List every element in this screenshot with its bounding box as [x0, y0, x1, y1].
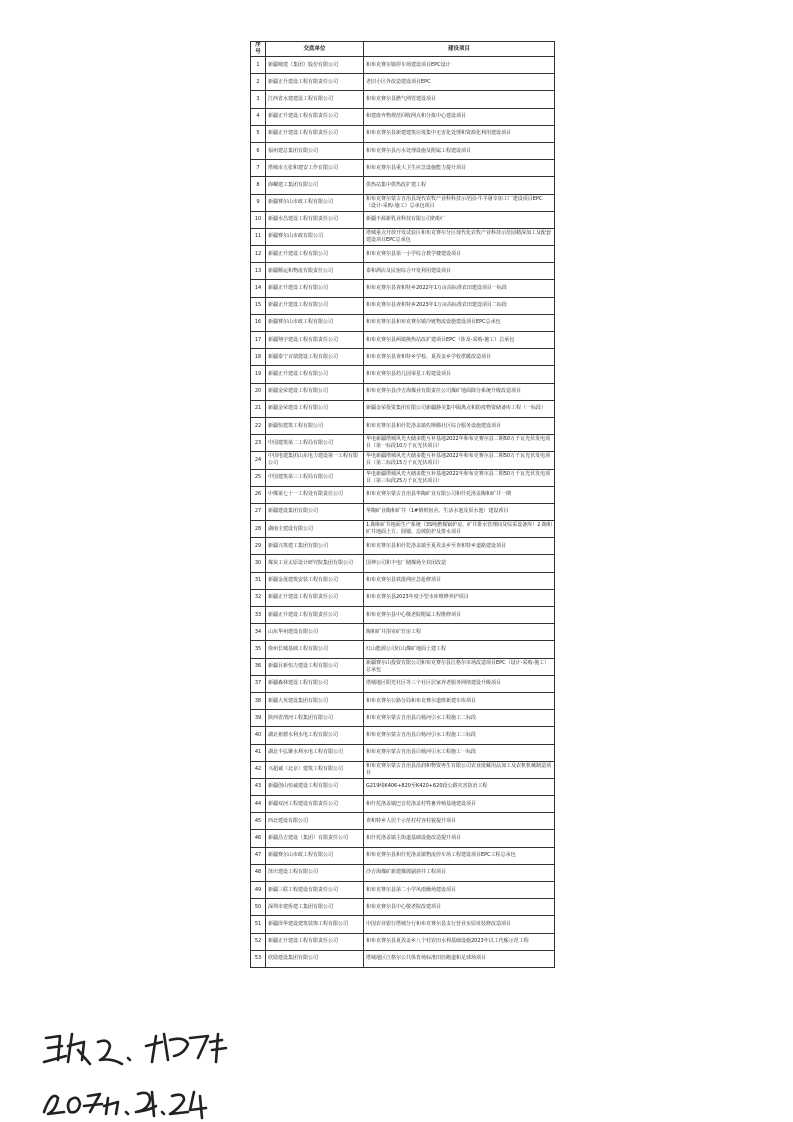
header-unit: 交底单位 — [266, 42, 364, 57]
row-project: 泰和酒店及民宿综合开发利用建设项目 — [364, 263, 555, 280]
row-project: G219线K406+820至K420+620段公路灾害防治工程 — [364, 778, 555, 795]
row-number: 29 — [251, 538, 266, 555]
table-row — [251, 383, 555, 400]
row-unit: 新疆泰宁百瑞建设工程有限公司 — [266, 349, 364, 366]
table-row — [251, 246, 555, 263]
table-row — [251, 142, 555, 159]
row-project: 和建废弃物规范回收网点和分拣中心建设项目 — [364, 108, 555, 125]
table-row — [251, 91, 555, 108]
table-row — [251, 882, 555, 899]
row-project: 华陶矿业陶和矿井（1#倒班宿舍、生活水池及原水池）建设项目 — [364, 503, 555, 520]
row-project: 和布克赛尔蒙古自治县沿润和物资再生有限公司农业废藏用品加工及农机机械制造项目 — [364, 761, 555, 778]
row-unit: 新疆正升建设工程有限责任公司 — [266, 607, 364, 624]
row-number: 18 — [251, 349, 266, 366]
row-project: 中国农业银行塔城分行和布克赛尔县支行营业室原址装修改造项目 — [364, 916, 555, 933]
row-project: 陶和矿井浴室矿灯房工程 — [364, 624, 555, 641]
table-row — [251, 813, 555, 830]
table-row — [251, 744, 555, 761]
table-header-row — [251, 42, 555, 57]
row-project: 和布克赛尔县中心敬老院改建项目 — [364, 899, 555, 916]
row-project: 和布克赛尔县沙吉海煤业有限责任公司煤矿地面降分系统升级改造项目 — [364, 383, 555, 400]
table-row — [251, 108, 555, 125]
row-project: 和布克赛尔县查和特乡2022年1万亩高标准农田建设项目一标段 — [364, 280, 555, 297]
row-project: 和布克赛尔蒙古自治县现代农牧产业科科技示范园-牛羊屠宰加工厂建设项目EPC（设计-采购-施工）总承包项目 — [364, 194, 555, 211]
table-row — [251, 778, 555, 795]
row-number: 15 — [251, 297, 266, 314]
row-number: 3 — [251, 91, 266, 108]
table-row — [251, 521, 555, 538]
table-row — [251, 503, 555, 520]
table-row — [251, 435, 555, 452]
row-project: 和布克赛尔公路分局和布克赛尔道班新建车库项目 — [364, 692, 555, 709]
table-row — [251, 366, 555, 383]
row-number: 31 — [251, 572, 266, 589]
row-unit: 新疆翔宇建设工程有限责任公司 — [266, 332, 364, 349]
row-unit: 湖北祖德水利水电工程有限公司 — [266, 727, 364, 744]
row-unit: 新疆正升建设工程有限责任公司 — [266, 108, 364, 125]
row-number: 46 — [251, 830, 266, 847]
row-number: 7 — [251, 160, 266, 177]
row-unit: 新疆赛尔山市政工程有限公司 — [266, 314, 364, 331]
row-project: 沙吉海煤矿新建煤坡副斜井工程项目 — [364, 864, 555, 881]
row-number: 24 — [251, 452, 266, 469]
row-project: 和布克赛尔县幼儿园零星工程建设项目 — [364, 366, 555, 383]
row-number: 32 — [251, 589, 266, 606]
table-row — [251, 486, 555, 503]
table-row — [251, 727, 555, 744]
row-project: 和布克赛尔县和什托洛盖镇物流停车场工程建设项目EPC工程总承包 — [364, 847, 555, 864]
row-number: 50 — [251, 899, 266, 916]
row-number: 13 — [251, 263, 266, 280]
row-number: 34 — [251, 624, 266, 641]
row-unit: 西北建设有限公司 — [266, 813, 364, 830]
row-number: 37 — [251, 675, 266, 692]
row-project: 红山能源公司红山煤矿地面土建工程 — [364, 641, 555, 658]
row-number: 17 — [251, 332, 266, 349]
row-project: 和布克赛尔县第一小学综合教学楼建设项目 — [364, 246, 555, 263]
row-number: 44 — [251, 796, 266, 813]
row-number: 6 — [251, 142, 266, 159]
row-unit: 新疆恒建筑工程有限公司 — [266, 417, 364, 434]
table-row — [251, 916, 555, 933]
row-number: 43 — [251, 778, 266, 795]
table-row — [251, 624, 555, 641]
row-project: 1.陶和矿井地面生产系统（3S吨燃煤锅炉房、矿井排水管理间及综采设备库）2.陶和矿井地面土方、圆墙、边坡防护及排水项目 — [364, 521, 555, 538]
row-number: 9 — [251, 194, 266, 211]
table-row — [251, 538, 555, 555]
row-number: 39 — [251, 710, 266, 727]
row-unit: 中国电建集团山东电力建设第一工程有限公司 — [266, 452, 364, 469]
table-row — [251, 589, 555, 606]
table-row — [251, 194, 555, 211]
row-project: 和布克赛尔县查和特乡2023年1万亩高标准农田建设项目二标段 — [364, 297, 555, 314]
row-number: 25 — [251, 469, 266, 486]
table-row — [251, 263, 555, 280]
row-number: 53 — [251, 950, 266, 967]
row-project: 和布克赛尔县两镇换热站改扩建项目EPC（涉及-采购-施工）总承包 — [364, 332, 555, 349]
row-number: 35 — [251, 641, 266, 658]
row-project: 新疆丰源新乳业科技有限公司奶粉厂 — [364, 211, 555, 228]
row-unit: 湖北丰弘聚水利水电工程有限公司 — [266, 744, 364, 761]
row-unit: 泽庆建设工程有限公司 — [266, 864, 364, 881]
row-unit: 深圳市建侨建工集团有限公司 — [266, 899, 364, 916]
table-row — [251, 228, 555, 245]
row-number: 30 — [251, 555, 266, 572]
row-project: 华电新疆塔城风光火储多能互补基地2022年和布克赛尔县二期50万千瓦光伏发电项目（第二标段15万千瓦光伏项目） — [364, 452, 555, 469]
row-project: 和布克赛尔县2023年度小型水库维修养护项目 — [364, 589, 555, 606]
header-project: 建设项目 — [364, 42, 555, 57]
header-no: 序号 — [251, 42, 266, 57]
table-row — [251, 796, 555, 813]
row-project: 和布克赛尔县和布克赛尔镇冷链物流设施建设项目EPC总承包 — [364, 314, 555, 331]
row-project: 和布克赛尔县重大卫生应急设施能力提升项目 — [364, 160, 555, 177]
row-unit: 新疆建设集团有限公司 — [266, 503, 364, 520]
table-row — [251, 400, 555, 417]
table-row — [251, 297, 555, 314]
row-number: 26 — [251, 486, 266, 503]
row-project: 和布克赛尔县和什托洛盖镇佐斯腾社区综合服务设施建设项目 — [364, 417, 555, 434]
row-project: 新疆金荣投资集团有限公司新疆静美集中隔离点和防疫物资储备库工程（一标段） — [364, 400, 555, 417]
row-project: 塔城地区江格尔公共体育场标准田径跑道和足球场项目 — [364, 950, 555, 967]
table-row — [251, 864, 555, 881]
row-project: 塔城重点开放开发试验区和布克赛尔分区现代化农牧产业科技示范园精深加工及配套建设项目EPC总承包 — [364, 228, 555, 245]
row-number: 5 — [251, 125, 266, 142]
project-table — [250, 41, 555, 968]
row-number: 40 — [251, 727, 266, 744]
row-project: 供热站集中供热改扩建工程 — [364, 177, 555, 194]
row-number: 28 — [251, 521, 266, 538]
row-unit: 山东华州建设有限公司 — [266, 624, 364, 641]
row-project: 查和特乡人居个示范村村容村貌提升项目 — [364, 813, 555, 830]
row-number: 2 — [251, 74, 266, 91]
row-project: 和布克赛尔蒙古自治县白杨河引水工程施工二标段 — [364, 710, 555, 727]
row-unit: 徐州长城基础工程有限公司 — [266, 641, 364, 658]
row-unit: 塔城市五张和建安工作有限公司 — [266, 160, 364, 177]
row-unit: 湖南圭建设有限公司 — [266, 521, 364, 538]
row-unit: 新疆顺运和物流有限责任公司 — [266, 263, 364, 280]
row-number: 4 — [251, 108, 266, 125]
row-unit: 新疆正升建设工程有限责任公司 — [266, 74, 364, 91]
table-row — [251, 314, 555, 331]
row-unit: 新疆三联工程建设有限责任公司 — [266, 882, 364, 899]
row-unit: 新疆城建（集团）股份有限公司 — [266, 57, 364, 74]
table-row — [251, 761, 555, 778]
table-row — [251, 933, 555, 950]
row-project: 和布克赛尔县和什托洛盖镇至夏孜盖乡至查和特乡道路建设项目 — [364, 538, 555, 555]
row-unit: 新疆双河工程建设有限责任公司 — [266, 796, 364, 813]
row-unit: 新疆正升建设工程有限公司 — [266, 297, 364, 314]
row-unit: 新疆赛尔山市政有限公司 — [266, 228, 364, 245]
row-number: 12 — [251, 246, 266, 263]
row-number: 16 — [251, 314, 266, 331]
row-unit: 煤炭工业太原设计研究院集团有限公司 — [266, 555, 364, 572]
row-number: 19 — [251, 366, 266, 383]
row-number: 1 — [251, 57, 266, 74]
row-unit: 中国建筑第三工程局有限公司 — [266, 469, 364, 486]
row-number: 52 — [251, 933, 266, 950]
row-unit: 新疆泽华建设建筑装饰工程有限公司 — [266, 916, 364, 933]
row-project: 新疆赛尔山投资有限公司和布克赛尔县江格尔市场改造项目EPC（设计-采购-施工）总承包 — [364, 658, 555, 675]
table-row — [251, 899, 555, 916]
row-number: 38 — [251, 692, 266, 709]
row-unit: 中煤第七十一工程处有限责任公司 — [266, 486, 364, 503]
row-number: 45 — [251, 813, 266, 830]
row-unit: 新疆正升建设工程有限公司 — [266, 246, 364, 263]
table-row — [251, 332, 555, 349]
row-unit: 新疆兴筑建工集团有限公司 — [266, 538, 364, 555]
row-project: 和布克赛尔县第二小学风雨操场建设项目 — [364, 882, 555, 899]
table-row — [251, 177, 555, 194]
row-unit: 新疆金荣建设工程有限公司 — [266, 383, 364, 400]
row-project: 和布克赛尔县夏孜盖乡八个村农田水利基础设施2023年以工代赈示范工程 — [364, 933, 555, 950]
table-row — [251, 280, 555, 297]
row-project: 和什托洛盖镇巴音托洛盖村牲畜养殖基地建设项目 — [364, 796, 555, 813]
table-row — [251, 469, 555, 486]
table-row — [251, 125, 555, 142]
table-row — [251, 74, 555, 91]
table-row — [251, 607, 555, 624]
row-project: 华电新疆塔城风光火储多能互补基地2022年和布克赛尔县二期50万千瓦光伏发电项目（第三标段25万千瓦光伏项目） — [364, 469, 555, 486]
row-number: 51 — [251, 916, 266, 933]
row-number: 8 — [251, 177, 266, 194]
table-row — [251, 160, 555, 177]
row-project: 和布克赛尔蒙古自治县白杨河引水工程施工三标段 — [364, 727, 555, 744]
row-project: 和布克赛尔县查和特乡学校、夏孜盖乡学校供暖改造项目 — [364, 349, 555, 366]
row-number: 42 — [251, 761, 266, 778]
table-row — [251, 211, 555, 228]
table-row — [251, 847, 555, 864]
table-row — [251, 57, 555, 74]
row-project: 和布克赛尔蒙古自治县华陶矿业有限公司和什托洛盖陶和矿井一期 — [364, 486, 555, 503]
row-project: 和什托洛盖镇主街道基础设施改造提升项目 — [364, 830, 555, 847]
row-project: 和布克赛尔蒙古自治县白杨河引水工程施工一标段 — [364, 744, 555, 761]
row-unit: 新疆昌吉建设（集团）有限责任公司 — [266, 830, 364, 847]
row-unit: 新疆正升建设工程有限公司 — [266, 366, 364, 383]
row-project: 国神公司和丰电厂储煤场全封闭改造 — [364, 555, 555, 572]
row-unit: 新疆正升建设工程有限责任公司 — [266, 933, 364, 950]
row-number: 48 — [251, 864, 266, 881]
row-number: 23 — [251, 435, 266, 452]
row-unit: 江西省水建建设工程有限公司 — [266, 91, 364, 108]
row-unit: 欣励建设集团有限公司 — [266, 950, 364, 967]
row-unit: 新疆金晟建筑安装工程有限公司 — [266, 572, 364, 589]
row-number: 10 — [251, 211, 266, 228]
row-unit: 中国建筑第二工程局有限公司 — [266, 435, 364, 452]
table-row — [251, 417, 555, 434]
row-unit: 新疆赛尔山市政工程有限公司 — [266, 847, 364, 864]
handwritten-signature — [38, 1020, 248, 1120]
row-project: 和布克赛尔县燃气网管建设项目 — [364, 91, 555, 108]
row-number: 47 — [251, 847, 266, 864]
row-unit: 新疆正升建设工程有限责任公司 — [266, 589, 364, 606]
table-row — [251, 830, 555, 847]
row-project: 和布克赛尔县污水处理设施及附属工程建设项目 — [364, 142, 555, 159]
row-unit: 兴超诚（北京）建筑工程有限公司 — [266, 761, 364, 778]
row-project: 和布克赛尔县新建建筑垃圾集中无害化处理和资源化利用建设项目 — [364, 125, 555, 142]
table-row — [251, 675, 555, 692]
row-number: 22 — [251, 417, 266, 434]
row-number: 20 — [251, 383, 266, 400]
row-project: 和布克赛尔县铁批网应急抢修项目 — [364, 572, 555, 589]
table-row — [251, 950, 555, 967]
row-number: 14 — [251, 280, 266, 297]
row-number: 41 — [251, 744, 266, 761]
row-unit: 福州建总集团有限公司 — [266, 142, 364, 159]
table-row — [251, 349, 555, 366]
row-number: 27 — [251, 503, 266, 520]
row-unit: 新疆目新恒力建设工程有限公司 — [266, 658, 364, 675]
row-number: 49 — [251, 882, 266, 899]
table-row — [251, 452, 555, 469]
row-project: 华电新疆塔城风光火储多能互补基地2022年和布克赛尔县二期50万千瓦光伏发电项目（第一标段10万千瓦光伏项目） — [364, 435, 555, 452]
row-number: 11 — [251, 228, 266, 245]
row-unit: 新疆创山恒诚建设工程有限公司 — [266, 778, 364, 795]
row-project: 老旧小区外改造建设项目EPC — [364, 74, 555, 91]
table-row — [251, 658, 555, 675]
row-unit: 新疆森林建设工程有限公司 — [266, 675, 364, 692]
row-project: 和布克赛尔县中心敬老院附属工程维修项目 — [364, 607, 555, 624]
table-row — [251, 572, 555, 589]
row-project: 和布克赛尔镇停车场建设项目EPC设计 — [364, 57, 555, 74]
row-unit: 新疆金荣建设工程有限公司 — [266, 400, 364, 417]
table-row — [251, 641, 555, 658]
row-unit: 新疆赛尔山市政工程有限公司 — [266, 194, 364, 211]
table-row — [251, 710, 555, 727]
row-unit: 陕西省渭河工程集团有限公司 — [266, 710, 364, 727]
row-number: 33 — [251, 607, 266, 624]
row-unit: 新疆水昌建设工程有限责任公司 — [266, 211, 364, 228]
row-unit: 海螺建工集团有限公司 — [266, 177, 364, 194]
row-project: 塔城地区阳光社区等三个社区居家养老服务网络建设升级项目 — [364, 675, 555, 692]
row-number: 21 — [251, 400, 266, 417]
row-unit: 新疆正升建设工程有限责任公司 — [266, 125, 364, 142]
table-row — [251, 692, 555, 709]
row-number: 36 — [251, 658, 266, 675]
table-row — [251, 555, 555, 572]
row-unit: 新疆正升建设工程有限公司 — [266, 280, 364, 297]
row-unit: 新疆大英建设集团有限公司 — [266, 692, 364, 709]
